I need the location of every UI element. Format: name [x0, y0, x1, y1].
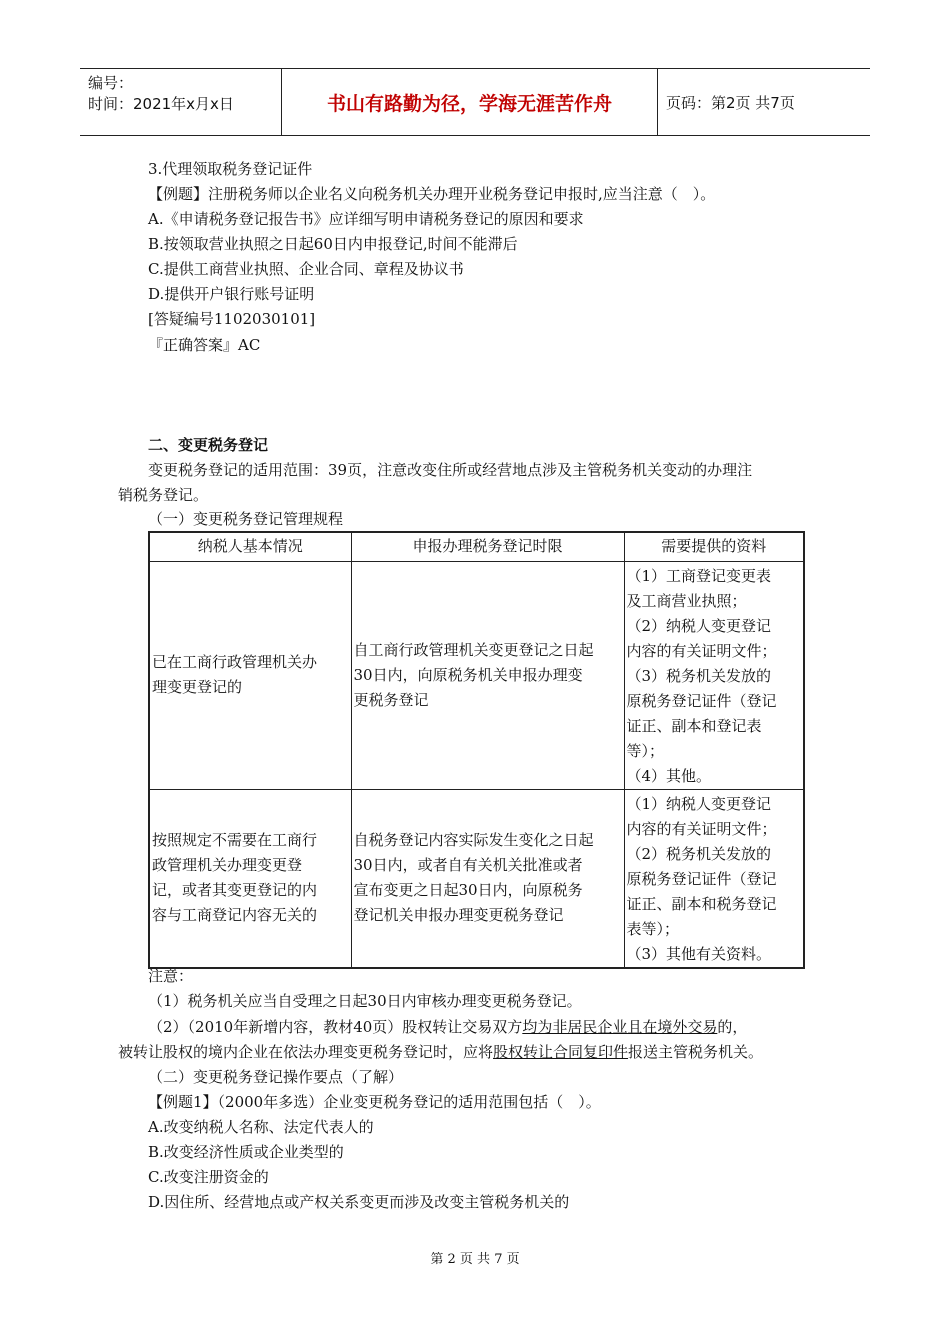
cell-line: 原税务登记证件（登记 — [626, 691, 777, 710]
option-c: C.改变注册资金的 — [148, 1168, 269, 1186]
note-2-text: 报送主管税务机关。 — [628, 1043, 764, 1061]
note-2-line-1 — [148, 1016, 747, 1038]
table-row — [149, 561, 804, 789]
cell-line: 更税务登记 — [353, 690, 429, 709]
column-header: 需要提供的资料 — [624, 532, 804, 561]
note-1: （1）税务机关应当自受理之日起30日内审核办理变更税务登记。 — [148, 992, 582, 1010]
column-header: 纳税人基本情况 — [149, 532, 351, 561]
page-footer: 第 2 页 共 7 页 — [430, 1252, 520, 1267]
cell-line: 30日内，或者自有关机关批准或者 — [353, 856, 583, 874]
cell-line: （2）纳税人变更登记 — [626, 616, 772, 635]
page-header — [80, 68, 870, 136]
cell-line: （1）纳税人变更登记 — [626, 794, 772, 813]
subheading-2: （二）变更税务登记操作要点（了解） — [148, 1068, 404, 1086]
cell-line: 政管理机关办理变更登 — [152, 856, 303, 874]
option-a: A.改变纳税人名称、法定代表人的 — [148, 1118, 374, 1136]
option-a: A.《申请税务登记报告书》应详细写明申请税务登记的原因和要求 — [148, 210, 584, 228]
cell-line: （4）其他。 — [626, 766, 712, 785]
motto: 书山有路勤为径，学海无涯苦作舟 — [282, 69, 658, 135]
note-2-text: 被转让股权的境内企业在依法办理变更税务登记时，应将 — [118, 1043, 494, 1061]
cell-line: 容与工商登记内容无关的 — [152, 906, 318, 924]
note-2-line-2 — [118, 1041, 763, 1063]
cell-line: （2）税务机关发放的 — [626, 844, 772, 863]
header-left — [80, 69, 282, 135]
cell-line: 登记机关申报办理变更税务登记 — [353, 906, 564, 924]
cell-line: 及工商营业执照； — [626, 591, 747, 610]
cell-line: 原税务登记证件（登记 — [626, 869, 777, 888]
table-header-row — [149, 532, 804, 561]
number-label: 编号： — [88, 74, 134, 92]
option-d: D.因住所、经营地点或产权关系变更而涉及改变主管税务机关的 — [148, 1193, 570, 1211]
materials-cell — [624, 789, 804, 968]
cell-line: 已在工商行政管理机关办 — [152, 653, 318, 671]
subheading-1: （一）变更税务登记管理规程 — [148, 510, 344, 528]
intro-line-2: 销税务登记。 — [118, 486, 209, 504]
cell-line: （1）工商登记变更表 — [626, 566, 772, 585]
cell-line: 证正、副本和登记表 — [626, 716, 762, 735]
intro-line-1: 变更税务登记的适用范围：39页，注意改变住所或经营地点涉及主管税务机关变动的办理注 — [148, 461, 753, 479]
date-line: 时间：2021年x月x日 — [88, 95, 234, 113]
note-2-underline-1: 均为非居民企业且在境外交易 — [522, 1018, 718, 1036]
page-code: 页码：第2页 共7页 — [666, 93, 795, 112]
note-2-text: 的， — [717, 1018, 748, 1036]
cell-line: 内容的有关证明文件； — [626, 819, 777, 838]
answer: 『正确答案』AC — [148, 336, 261, 354]
cell-line: 等）； — [626, 741, 665, 760]
option-c: C.提供工商营业执照、企业合同、章程及协议书 — [148, 260, 464, 278]
option-d: D.提供开户银行账号证明 — [148, 285, 315, 303]
note-2-underline-2: 股权转让合同复印件 — [493, 1043, 629, 1061]
deadline-cell — [351, 789, 624, 968]
note-2-text: （2）（2010年新增内容，教材40页）股权转让交易双方 — [148, 1018, 523, 1036]
cell-line: （3）其他有关资料。 — [626, 944, 772, 963]
cell-line: 表等）； — [626, 919, 680, 938]
situation-cell — [149, 561, 351, 789]
materials-cell — [624, 561, 804, 789]
question-1: 【例题】注册税务师以企业名义向税务机关办理开业税务登记申报时,应当注意（ ）。 — [148, 185, 716, 203]
question-2: 【例题1】（2000年多选）企业变更税务登记的适用范围包括（ ）。 — [148, 1093, 601, 1111]
item-3: 3.代理领取税务登记证件 — [148, 160, 313, 178]
cell-line: 自税务登记内容实际发生变化之日起 — [353, 831, 594, 849]
cell-line: 宣布变更之日起30日内，向原税务 — [353, 881, 583, 899]
cell-line: 理变更登记的 — [152, 678, 243, 696]
deadline-cell — [351, 561, 624, 789]
section-heading: 二、变更税务登记 — [148, 436, 269, 454]
cell-line: （3）税务机关发放的 — [626, 666, 772, 685]
cell-line: 自工商行政管理机关变更登记之日起 — [353, 640, 594, 659]
cell-line: 记，或者其变更登记的内 — [152, 881, 318, 899]
cell-line: 内容的有关证明文件； — [626, 641, 777, 660]
table-row — [149, 789, 804, 968]
option-b: B.改变经济性质或企业类型的 — [148, 1143, 344, 1161]
situation-cell — [149, 789, 351, 968]
cell-line: 30日内，向原税务机关申报办理变 — [353, 665, 583, 684]
registration-table — [148, 531, 805, 969]
cell-line: 按照规定不需要在工商行 — [152, 831, 318, 849]
note-label: 注意： — [148, 967, 194, 985]
cell-line: 证正、副本和税务登记 — [626, 894, 777, 913]
question-ref: [答疑编号1102030101] — [148, 310, 316, 328]
column-header: 申报办理税务登记时限 — [351, 532, 624, 561]
option-b: B.按领取营业执照之日起60日内申报登记,时间不能滞后 — [148, 235, 518, 253]
